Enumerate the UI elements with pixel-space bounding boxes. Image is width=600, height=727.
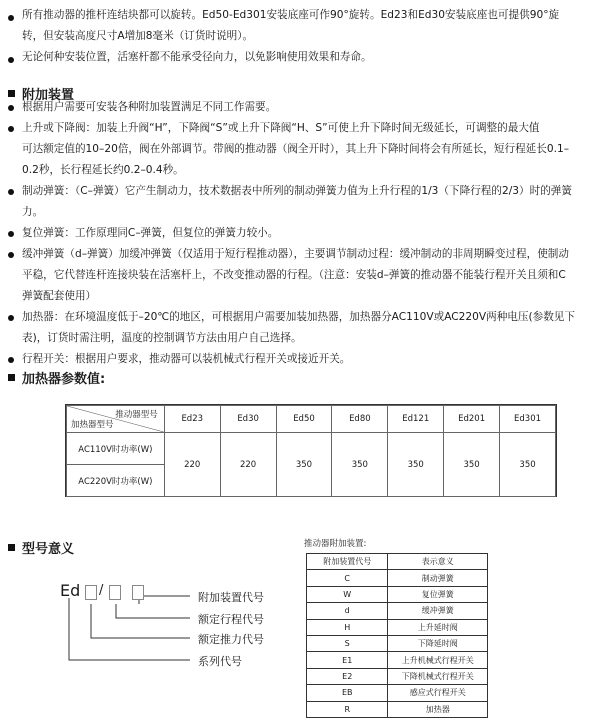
power-value-cell: 350	[276, 433, 332, 497]
attachment-code: E1	[307, 652, 388, 668]
header-heater-label: 加热器型号	[71, 420, 114, 430]
attachment-meaning: 复位弹簧	[388, 586, 488, 602]
attachment-code: EB	[307, 685, 388, 701]
attachment-meaning: 上升延时阀	[388, 619, 488, 635]
text-line: 行程开关：根据用户要求，推动器可以装机械式行程开关或接近开关。	[22, 353, 351, 365]
model-cell: Ed80	[332, 406, 388, 433]
code-box	[132, 585, 144, 600]
attachment-header-meaning: 表示意义	[388, 554, 488, 570]
row-label-110v: AC110V时功率(W)	[67, 433, 165, 465]
attachment-code: C	[307, 570, 388, 586]
model-cell: Ed23	[164, 406, 220, 433]
power-value-cell: 220	[220, 433, 276, 497]
model-label-thrust: 额定推力代号	[198, 633, 264, 646]
attachment-meaning: 感应式行程开关	[388, 685, 488, 701]
power-value-cell: 350	[444, 433, 500, 497]
attachment-code: H	[307, 619, 388, 635]
model-cell: Ed201	[444, 406, 500, 433]
attachment-meaning: 下降机械式行程开关	[388, 668, 488, 684]
code-box	[109, 585, 121, 600]
code-box	[85, 585, 97, 600]
attachment-meaning: 加热器	[388, 701, 488, 717]
power-value-cell: 350	[500, 433, 556, 497]
model-cell: Ed301	[500, 406, 556, 433]
model-cell: Ed50	[276, 406, 332, 433]
attachment-table	[306, 553, 488, 718]
text-line: 复位弹簧：工作原理同C–弹簧，但复位的弹簧力较小。	[22, 227, 279, 239]
text-line: 表)，订货时需注明，温度的控制调节方法由用户自己选择。	[22, 332, 302, 344]
attachment-code: R	[307, 701, 388, 717]
attachment-meaning: 缓冲弹簧	[388, 603, 488, 619]
model-prefix: Ed	[60, 581, 81, 600]
section-heading-accessories: 附加装置	[22, 88, 75, 103]
model-cell: Ed30	[220, 406, 276, 433]
row-label-220v: AC220V时功率(W)	[67, 465, 165, 497]
section-heading-heater: 加热器参数值:	[22, 372, 106, 387]
attachment-code: S	[307, 635, 388, 651]
attachment-table-title: 推动器附加装置:	[304, 539, 367, 549]
text-line: 制动弹簧：（C–弹簧）它产生制动力，技术数据表中所列的制动弹簧力值为上升行程的1/3（下降行程的2/3）时的弹簧	[22, 185, 572, 197]
text-line: 上升或下降阀：加装上升阀“H”，下降阀“S”或上升下降阀“H、S”可使上升下降时间无级延长，可调整的最大值	[22, 122, 540, 134]
slash-glyph: /	[99, 583, 104, 598]
model-cell: Ed121	[388, 406, 444, 433]
model-label-series: 系列代号	[198, 655, 242, 668]
text-line: 力。	[22, 206, 44, 218]
attachment-code: W	[307, 586, 388, 602]
attachment-code: d	[307, 603, 388, 619]
section-heading-model: 型号意义	[22, 542, 75, 557]
power-value-cell: 350	[388, 433, 444, 497]
text-line: 弹簧配套使用）	[22, 290, 97, 302]
text-line: 可达额定值的10–20倍，阀在外部调节。带阀的推动器（阀全开时），其上升下降时间将会有所延长，短行程延长0.1–	[22, 143, 570, 155]
text-line: 缓冲弹簧（d–弹簧）加缓冲弹簧（仅适用于短行程推动器），主要调节制动过程：缓冲制动的非周期瞬变过程，使制动	[22, 248, 569, 260]
header-actuator-label: 推动器型号	[115, 410, 158, 420]
attachment-meaning: 下降延时阀	[388, 635, 488, 651]
text-line: 转，但安装高度尺寸A增加8毫米（订货时说明）。	[22, 30, 254, 42]
text-line: 加热器：在环境温度低于–20℃的地区，可根据用户需要加装加热器，加热器分AC110V或AC220V两种电压(参数见下	[22, 311, 575, 323]
power-value-cell: 220	[164, 433, 220, 497]
text-line: 0.2秒，长行程延长约0.2–0.4秒。	[22, 164, 184, 176]
power-value-cell: 350	[332, 433, 388, 497]
attachment-meaning: 制动弹簧	[388, 570, 488, 586]
attachment-code: E2	[307, 668, 388, 684]
model-label-stroke: 额定行程代号	[198, 613, 264, 626]
model-label-attachment: 附加装置代号	[198, 591, 264, 604]
text-line: 平稳，它代替连杆连接块装在活塞杆上，不改变推动器的行程。（注意：安装d–弹簧的推动器不能装行程开关且须和C	[22, 269, 566, 281]
attachment-meaning: 上升机械式行程开关	[388, 652, 488, 668]
text-line: 无论何种安装位置，活塞杆都不能承受径向力，以免影响使用效果和寿命。	[22, 51, 372, 63]
text-line: 根据用户需要可安装各种附加装置满足不同工作需要。	[22, 101, 277, 113]
text-line: 所有推动器的推杆连结块都可以旋转。Ed50-Ed301安装底座可作90°旋转。Ed23和Ed30安装底座也可提供90°旋	[22, 9, 560, 21]
attachment-header-code: 附加装置代号	[307, 554, 388, 570]
